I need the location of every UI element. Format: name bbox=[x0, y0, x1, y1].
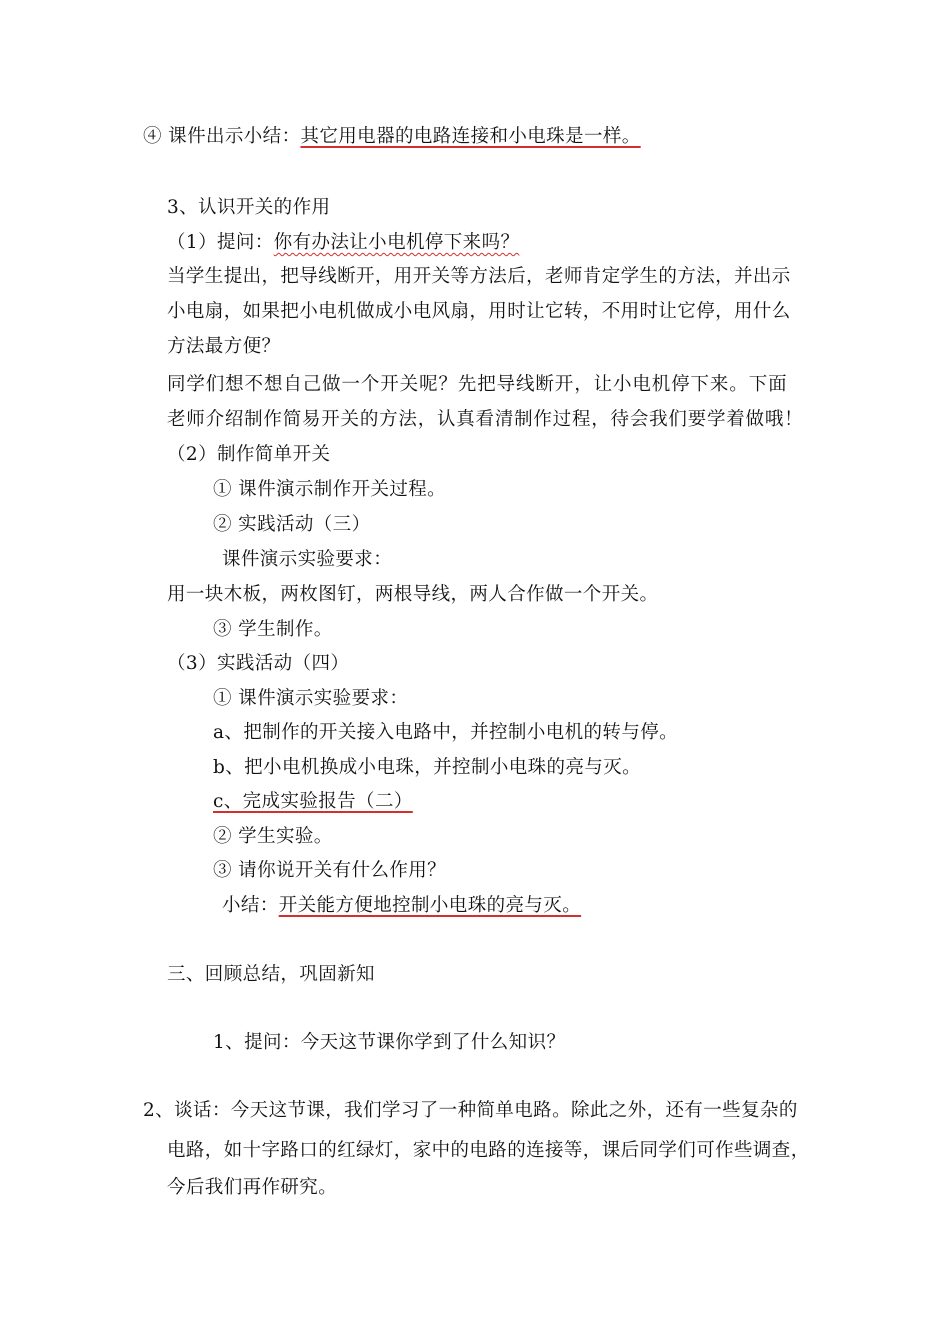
list-item-underlined: c、完成实验报告（二） bbox=[213, 791, 413, 812]
list-item: ③ 学生制作。 bbox=[213, 619, 333, 640]
paragraph-line: 当学生提出，把导线断开，用开关等方法后，老师肯定学生的方法，并出示 bbox=[167, 266, 791, 287]
list-item: a、把制作的开关接入电路中，并控制小电机的转与停。 bbox=[213, 722, 679, 743]
underlined-summary-text: 其它用电器的电路连接和小电珠是一样。 bbox=[300, 126, 641, 147]
subsection-heading: （3）实践活动（四） bbox=[167, 653, 350, 674]
paragraph-line: 同学们想不想自己做一个开关呢？先把导线断开，让小电机停下来。下面 bbox=[167, 374, 787, 395]
paragraph-line: 用一块木板，两枚图钉，两根导线，两人合作做一个开关。 bbox=[167, 584, 659, 605]
section-heading-review: 三、回顾总结，巩固新知 bbox=[167, 964, 375, 985]
summary-label: ④ 课件出示小结： bbox=[143, 126, 301, 147]
list-item: ① 课件演示实验要求： bbox=[213, 688, 409, 709]
paragraph-line: 方法最方便？ bbox=[167, 336, 281, 357]
paragraph-line: 小电扇，如果把小电机做成小电风扇，用时让它转，不用时让它停，用什么 bbox=[167, 301, 791, 322]
list-item: ② 实践活动（三） bbox=[213, 514, 371, 535]
list-item: ① 课件演示制作开关过程。 bbox=[213, 479, 447, 500]
subsection-heading: （2）制作简单开关 bbox=[167, 444, 331, 465]
list-item: ② 学生实验。 bbox=[213, 826, 333, 847]
question-label: （1）提问： bbox=[167, 232, 274, 253]
paragraph-line: 2、谈话：今天这节课，我们学习了一种简单电路。除此之外，还有一些复杂的 bbox=[143, 1100, 798, 1121]
section-heading-switch: 3、认识开关的作用 bbox=[167, 197, 331, 218]
summary-label: 小结： bbox=[222, 895, 279, 916]
paragraph-line: 老师介绍制作简易开关的方法，认真看清制作过程，待会我们要学着做哦！ bbox=[167, 409, 803, 430]
paragraph-line: 今后我们再作研究。 bbox=[167, 1177, 338, 1198]
question-line bbox=[167, 231, 519, 255]
summary-line-appliances bbox=[143, 125, 641, 149]
summary-line-switch bbox=[222, 894, 581, 918]
underlined-summary-text: 开关能方便地控制小电珠的亮与灭。 bbox=[278, 895, 582, 916]
list-item: ③ 请你说开关有什么作用？ bbox=[213, 860, 447, 881]
list-item: 1、提问：今天这节课你学到了什么知识？ bbox=[213, 1032, 566, 1053]
question-text: 你有办法让小电机停下来吗？ bbox=[273, 232, 520, 253]
list-item: 课件演示实验要求： bbox=[222, 549, 393, 570]
list-item: b、把小电机换成小电珠，并控制小电珠的亮与灭。 bbox=[213, 757, 642, 778]
paragraph-line: 电路，如十字路口的红绿灯，家中的电路的连接等，课后同学们可作些调查， bbox=[167, 1140, 810, 1161]
